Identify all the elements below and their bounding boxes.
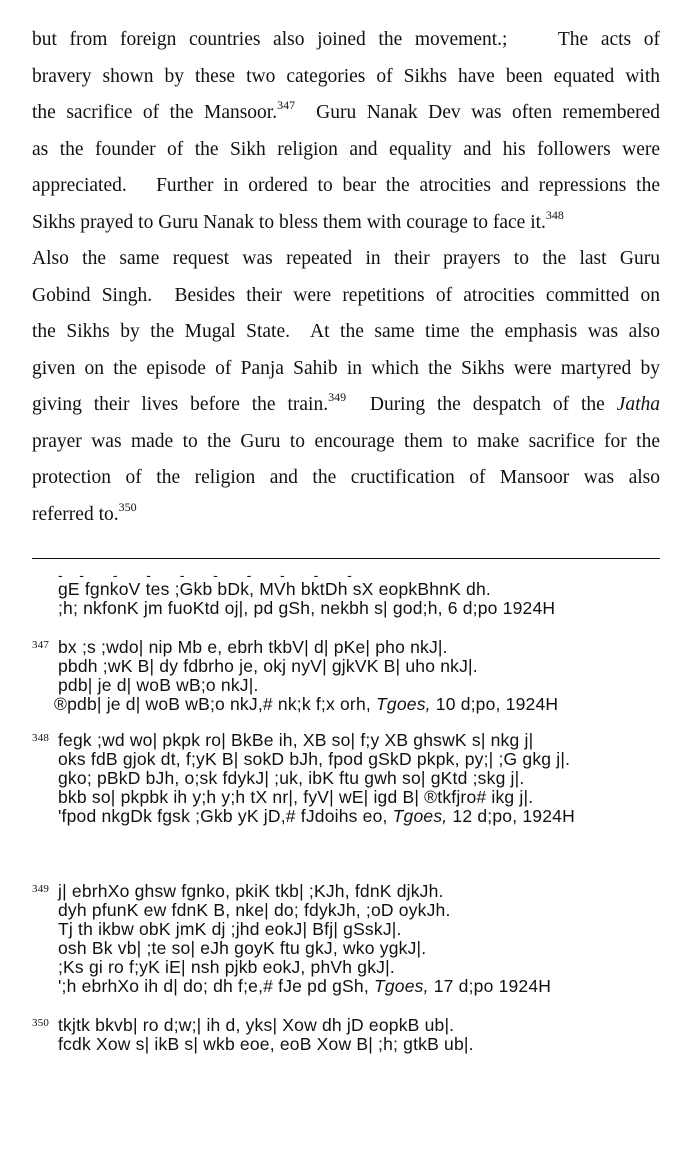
footnote-line: ;Ks gi ro f;yK iE| nsh pjkb eokJ, phVh gkJ|. — [58, 957, 395, 977]
body-line-text: appreciated. Further in ordered to bear the atrocities and repressions the — [32, 175, 660, 196]
body-line — [32, 132, 660, 169]
body-line — [32, 497, 660, 534]
footnote-line: tkjtk bkvb| ro d;w;| ih d, yks| Xow dh jD eopkB ub|. — [58, 1015, 455, 1035]
footnote-reference[interactable]: 348 — [545, 207, 564, 222]
body-line — [32, 168, 660, 205]
body-line — [32, 205, 660, 242]
footnote-line — [32, 807, 672, 826]
body-line — [32, 314, 660, 351]
body-line-text: protection of the religion and the cructification of Mansoor was also — [32, 467, 660, 488]
footnote-reference[interactable]: 347 — [277, 98, 296, 112]
body-line — [32, 460, 660, 497]
source-date: 12 d;po, 1924H — [447, 806, 575, 826]
body-line-text: the Sikhs by the Mugal State. At the same time the emphasis was also — [32, 321, 660, 342]
footnote-number: 348 — [32, 732, 50, 744]
body-line-text: Gobind Singh. Besides their were repetitions of atrocities committed on — [32, 284, 660, 306]
footnote-number: 347 — [32, 639, 50, 651]
body-line-text: referred to. — [32, 503, 119, 525]
footnote — [32, 731, 672, 826]
body-line — [32, 424, 660, 461]
source-date: 17 d;po 1924H — [428, 976, 552, 996]
footnote-separator — [32, 558, 660, 559]
footnote — [32, 882, 672, 996]
footnote-line: gE fgnkoV tes ;Gkb bDk, MVh bktDh sX eopkBhnK dh. — [58, 579, 491, 599]
body-line-text: but from foreign countries also joined the movement.; The acts of — [32, 29, 660, 50]
footnote-line — [32, 695, 672, 714]
body-line-text: During the despatch of the — [346, 394, 617, 415]
body-paragraph — [32, 22, 660, 533]
body-line — [32, 95, 660, 132]
footnote-line: osh Bk vb| ;te so| eJh goyK ftu gkJ, wko ygkJ|. — [58, 938, 427, 958]
body-line-text: the sacrifice of the Mansoor. — [32, 102, 278, 123]
body-line-text: Guru Nanak Dev was often remembered — [295, 102, 660, 123]
footnote-line: pdb| je d| woB wB;o nkJ|. — [58, 675, 259, 695]
body-line-text: given on the episode of Panja Sahib in which the Sikhs were martyred by — [32, 357, 660, 379]
footnote-line: bx ;s ;wdo| nip Mb e, ebrh tkbV| d| pKe| pho nkJ|. — [58, 637, 448, 657]
footnote-line: pbdh ;wK B| dy fdbrho je, okj nyV| gjkVK B| uho nkJ|. — [58, 656, 478, 676]
footnote-number: 350 — [32, 1017, 50, 1029]
body-line-text: Also the same request was repeated in their prayers to the last Guru — [32, 248, 660, 269]
document-page — [32, 22, 660, 533]
footnote-line: fegk ;wd wo| pkpk ro| BkBe ih, XB so| f;y XB ghswK s| nkg j| — [58, 730, 534, 750]
source-title: Tgoes, — [392, 806, 448, 826]
body-line — [32, 387, 660, 424]
body-line — [32, 22, 660, 59]
footnote-line: ;h; nkfonK jm fuoKtd oj|, pd gSh, nekbh s| god;h, 6 d;po 1924H — [58, 598, 556, 618]
footnote-line: bkb so| pkpbk ih y;h y;h tX nr|, fyV| wE| igd B| ®tkfjro# ikg j|. — [58, 787, 534, 807]
footnote-line: fcdk Xow s| ikB s| wkb eoe, eoB Xow B| ;h; gtkB ub|. — [58, 1034, 474, 1054]
footnote-reference[interactable]: 349 — [328, 390, 347, 404]
footnote — [32, 568, 672, 618]
footnote-text: 'fpod nkgDk fgsk ;Gkb yK jD,# fJdoihs eo, — [58, 806, 393, 826]
footnote-line: Tj th ikbw obK jmK dj ;jhd eokJ| Bfj| gSskJ|. — [58, 919, 402, 939]
body-line — [32, 241, 660, 278]
footnote-number: 349 — [32, 883, 50, 895]
footnote-text: ®pdb| je d| woB wB;o nkJ,# nk;k f;x orh, — [54, 694, 376, 714]
footnotes-section — [32, 568, 672, 1054]
body-line — [32, 278, 660, 315]
body-line — [32, 59, 660, 96]
body-line — [32, 351, 660, 388]
source-date: 10 d;po, 1924H — [430, 694, 559, 714]
footnote-line: gko; pBkD bJh, o;sk fdykJ| ;uk, ibK ftu gwh so| gKtd ;skg j|. — [58, 768, 525, 788]
body-line-text: as the founder of the Sikh religion and equality and his followers were — [32, 138, 660, 160]
footnote-line: j| ebrhXo ghsw fgnko, pkiK tkb| ;KJh, fdnK djkJh. — [58, 881, 444, 901]
footnote-line: oks fdB gjok dt, f;yK B| sokD bJh, fpod gSkD pkpk, py;| ;G gkg j|. — [58, 749, 571, 769]
italic-term: Jatha — [616, 394, 660, 415]
footnote-line — [32, 977, 672, 996]
source-title: Tgoes, — [376, 694, 431, 714]
footnote — [32, 638, 672, 714]
diacritic-marks: - - - - - - - - - - — [58, 567, 352, 583]
footnote — [32, 1016, 672, 1054]
footnote-text: ';h ebrhXo ih d| do; dh f;e,# fJe pd gSh, — [58, 976, 374, 996]
body-line-text: bravery shown by these two categories of Sikhs have been equated with — [32, 65, 660, 87]
source-title: Tgoes, — [373, 976, 429, 996]
body-line-text: Sikhs prayed to Guru Nanak to bless them with courage to face it. — [32, 211, 546, 233]
body-line-text: giving their lives before the train. — [32, 394, 329, 415]
footnote-reference[interactable]: 350 — [118, 499, 137, 514]
footnote-line: dyh pfunK ew fdnK B, nke| do; fdykJh, ;oD oykJh. — [58, 900, 451, 920]
body-line-text: prayer was made to the Guru to encourage them to make sacrifice for the — [32, 430, 660, 452]
